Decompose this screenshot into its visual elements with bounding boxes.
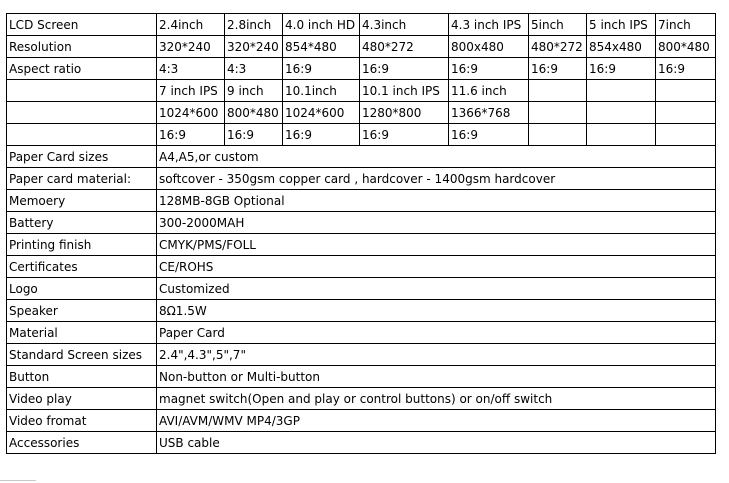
screen-cell	[656, 80, 716, 102]
spec-row	[7, 300, 716, 322]
spec-value: 300-2000MAH	[157, 212, 716, 234]
screen-cell	[656, 102, 716, 124]
row-label	[7, 102, 157, 124]
spec-row	[7, 432, 716, 454]
screen-cell: 16:9	[587, 58, 656, 80]
screen-cell: 5inch	[529, 14, 587, 36]
spec-label: Accessories	[7, 432, 157, 454]
spec-table	[6, 13, 716, 454]
spec-row	[7, 278, 716, 300]
spec-label: Material	[7, 322, 157, 344]
screen-cell	[656, 124, 716, 146]
spec-label: Speaker	[7, 300, 157, 322]
spec-label: Logo	[7, 278, 157, 300]
screen-cell: 480*272	[360, 36, 449, 58]
spec-row	[7, 168, 716, 190]
screen-cell: 800*480	[656, 36, 716, 58]
screen-table-row	[7, 102, 716, 124]
spec-label: Paper card material:	[7, 168, 157, 190]
screen-cell: 7inch	[656, 14, 716, 36]
screen-cell: 7 inch IPS	[157, 80, 225, 102]
screen-cell	[587, 80, 656, 102]
spec-value: 2.4",4.3",5",7"	[157, 344, 716, 366]
screen-table-row	[7, 80, 716, 102]
screen-cell: 16:9	[225, 124, 283, 146]
screen-table-row	[7, 36, 716, 58]
spec-row	[7, 234, 716, 256]
screen-cell: 16:9	[283, 124, 360, 146]
screen-table-row	[7, 58, 716, 80]
spec-row	[7, 322, 716, 344]
spec-label: Button	[7, 366, 157, 388]
spec-row	[7, 344, 716, 366]
spec-row	[7, 388, 716, 410]
spec-value: CE/ROHS	[157, 256, 716, 278]
spec-value: Non-button or Multi-button	[157, 366, 716, 388]
screen-cell: 16:9	[529, 58, 587, 80]
screen-cell: 11.6 inch	[449, 80, 529, 102]
screen-cell: 4:3	[157, 58, 225, 80]
screen-cell: 800x480	[449, 36, 529, 58]
screen-cell	[587, 124, 656, 146]
screen-cell: 5 inch IPS	[587, 14, 656, 36]
spec-label: Battery	[7, 212, 157, 234]
screen-cell: 16:9	[656, 58, 716, 80]
screen-cell: 1280*800	[360, 102, 449, 124]
screen-cell: 1024*600	[283, 102, 360, 124]
screen-cell: 9 inch	[225, 80, 283, 102]
screen-cell: 10.1inch	[283, 80, 360, 102]
row-label	[7, 124, 157, 146]
screen-cell: 4:3	[225, 58, 283, 80]
screen-cell	[529, 124, 587, 146]
screen-cell: 1366*768	[449, 102, 529, 124]
spec-row	[7, 146, 716, 168]
row-label: Aspect ratio	[7, 58, 157, 80]
screen-cell: 16:9	[360, 124, 449, 146]
spec-table-body	[7, 14, 716, 454]
spec-row	[7, 366, 716, 388]
spec-label: Memoery	[7, 190, 157, 212]
screen-cell: 480*272	[529, 36, 587, 58]
spec-row	[7, 190, 716, 212]
screen-cell: 16:9	[360, 58, 449, 80]
screen-cell: 800*480	[225, 102, 283, 124]
spec-value: magnet switch(Open and play or control buttons) or on/off switch	[157, 388, 716, 410]
screen-cell: 320*240	[157, 36, 225, 58]
spec-value: 128MB-8GB Optional	[157, 190, 716, 212]
spec-value: CMYK/PMS/FOLL	[157, 234, 716, 256]
spec-value: A4,A5,or custom	[157, 146, 716, 168]
screen-cell	[587, 102, 656, 124]
row-label	[7, 80, 157, 102]
screen-cell: 10.1 inch IPS	[360, 80, 449, 102]
screen-cell: 16:9	[449, 58, 529, 80]
spec-label: Certificates	[7, 256, 157, 278]
spec-label: Standard Screen sizes	[7, 344, 157, 366]
screen-cell: 854*480	[283, 36, 360, 58]
screen-cell: 16:9	[449, 124, 529, 146]
screen-cell: 1024*600	[157, 102, 225, 124]
screen-cell: 16:9	[283, 58, 360, 80]
screen-cell: 4.3 inch IPS	[449, 14, 529, 36]
screen-table-row	[7, 14, 716, 36]
row-label: LCD Screen	[7, 14, 157, 36]
screen-cell: 2.8inch	[225, 14, 283, 36]
row-label: Resolution	[7, 36, 157, 58]
screen-cell: 2.4inch	[157, 14, 225, 36]
screen-cell: 4.3inch	[360, 14, 449, 36]
spec-value: Customized	[157, 278, 716, 300]
screen-table-row	[7, 124, 716, 146]
screen-cell: 16:9	[157, 124, 225, 146]
spec-label: Video play	[7, 388, 157, 410]
spec-label: Paper Card sizes	[7, 146, 157, 168]
spec-value: AVI/AVM/WMV MP4/3GP	[157, 410, 716, 432]
spec-row	[7, 212, 716, 234]
spec-value: USB cable	[157, 432, 716, 454]
screen-cell: 854x480	[587, 36, 656, 58]
screen-cell	[529, 80, 587, 102]
spec-label: Video fromat	[7, 410, 157, 432]
spec-value: 8Ω1.5W	[157, 300, 716, 322]
spec-value: Paper Card	[157, 322, 716, 344]
spec-row	[7, 256, 716, 278]
footer-divider	[0, 480, 36, 481]
screen-cell: 320*240	[225, 36, 283, 58]
screen-cell	[529, 102, 587, 124]
spec-row	[7, 410, 716, 432]
spec-value: softcover - 350gsm copper card , hardcover - 1400gsm hardcover	[157, 168, 716, 190]
screen-cell: 4.0 inch HD	[283, 14, 360, 36]
spec-label: Printing finish	[7, 234, 157, 256]
